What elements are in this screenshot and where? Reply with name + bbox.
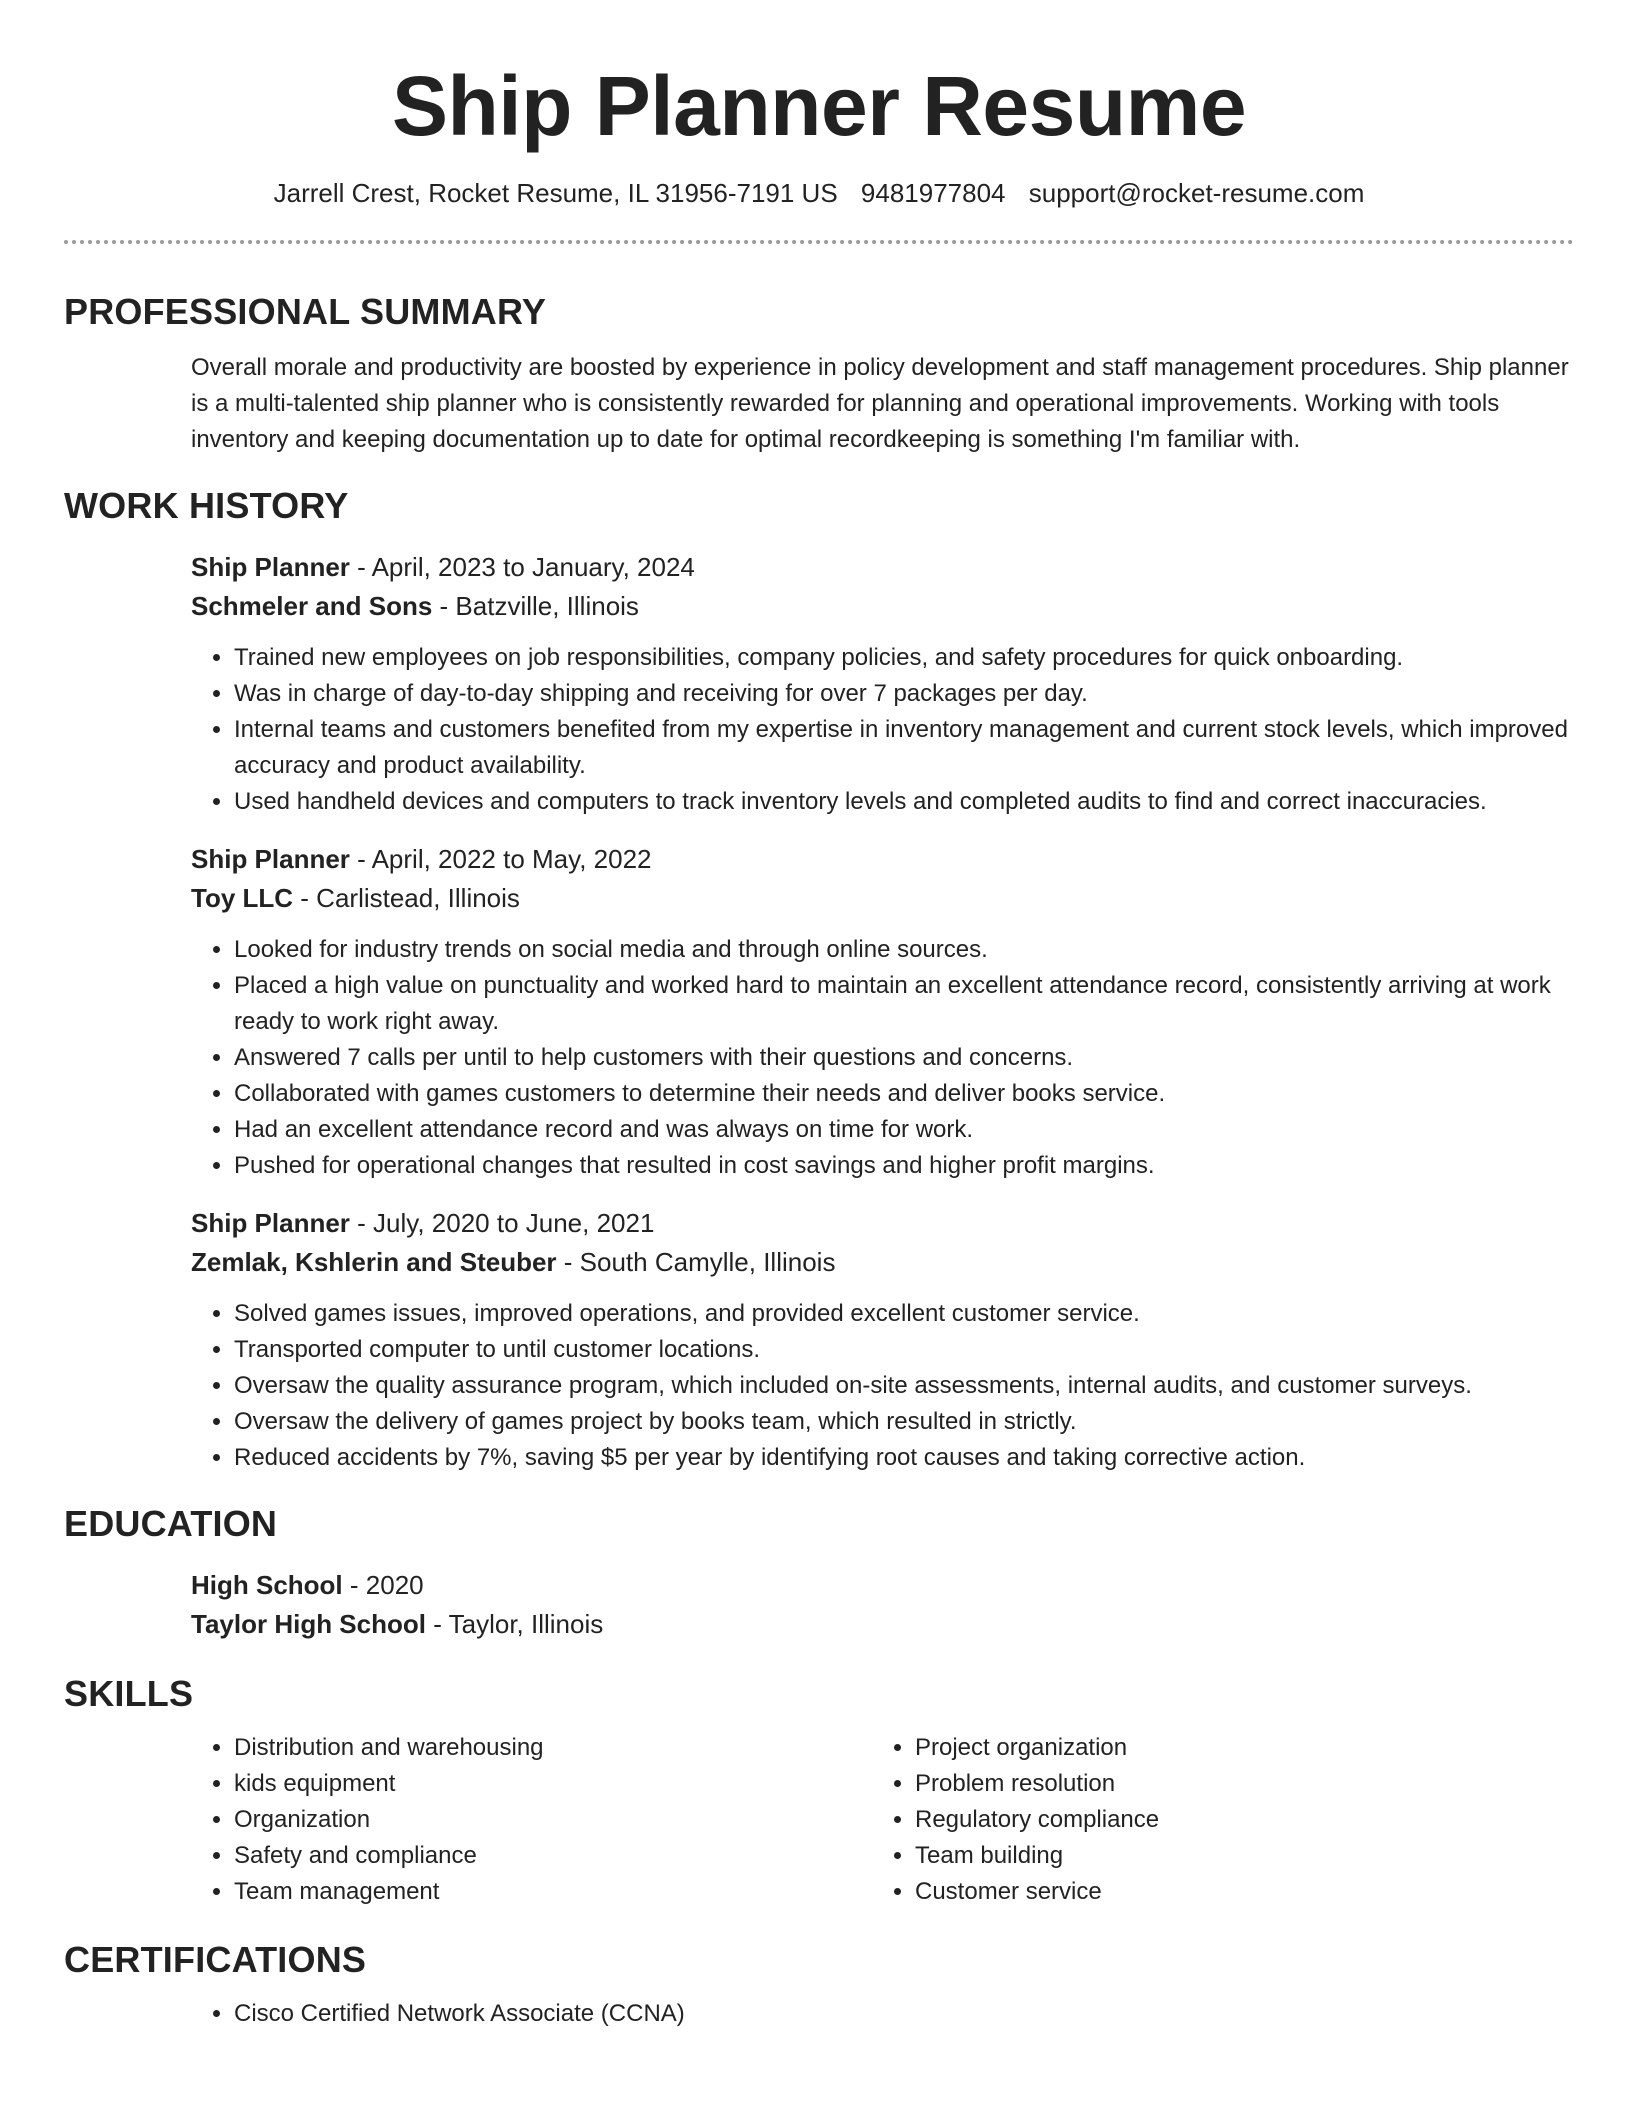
- skills-heading: SKILLS: [64, 1673, 194, 1714]
- skills-column-left: [191, 1730, 872, 1910]
- summary-text: Overall morale and productivity are boosted by experience in policy development and staff management procedures. Ship planner is a multi-talented ship planner who is consistently rewarded for planning and operational improvements. Working with tools inventory and keeping documentation up to date for optimal recordkeeping is something I'm familiar with.: [191, 354, 1569, 453]
- education-school-line: [191, 1605, 1574, 1644]
- skill-item: • Problem resolution: [915, 1766, 1553, 1802]
- education-heading: EDUCATION: [64, 1503, 278, 1544]
- job-entry: [191, 1204, 1574, 1476]
- job-bullet: • Internal teams and customers benefited from my expertise in inventory management and current stock levels, which improved accuracy and product availability.: [234, 712, 1574, 784]
- job-title-line: [191, 840, 1574, 879]
- skill-item: • Customer service: [915, 1874, 1553, 1910]
- job-bullet: • Placed a high value on punctuality and worked hard to maintain an excellent attendance record, consistently arriving at work ready to work right away.: [234, 968, 1574, 1040]
- summary-body: [191, 350, 1574, 458]
- job-bullet: • Transported computer to until customer locations.: [234, 1332, 1574, 1368]
- job-company: Toy LLC: [191, 883, 294, 913]
- summary-heading: PROFESSIONAL SUMMARY: [64, 291, 547, 332]
- certifications-section: [64, 1938, 1574, 2032]
- education-degree-line: [191, 1566, 1574, 1605]
- education-entry: [191, 1566, 1574, 1644]
- skill-item: • Team building: [915, 1838, 1553, 1874]
- job-bullets: [191, 1296, 1574, 1476]
- skills-list-left: [191, 1730, 872, 1910]
- job-entry: [191, 548, 1574, 820]
- job-role: Ship Planner: [191, 844, 350, 874]
- job-bullet: • Was in charge of day-to-day shipping and receiving for over 7 packages per day.: [234, 676, 1574, 712]
- job-bullet: • Pushed for operational changes that resulted in cost savings and higher profit margins.: [234, 1148, 1574, 1184]
- skills-section: [64, 1672, 1574, 1910]
- job-bullet: • Looked for industry trends on social media and through online sources.: [234, 932, 1574, 968]
- skill-item: • Team management: [234, 1874, 872, 1910]
- job-company-line: [191, 1243, 1574, 1282]
- job-title-line: [191, 548, 1574, 587]
- certifications-heading: CERTIFICATIONS: [64, 1939, 367, 1980]
- job-entry: [191, 840, 1574, 1184]
- job-bullets: [191, 640, 1574, 820]
- job-company-line: [191, 587, 1574, 626]
- contact-phone: 9481977804: [860, 178, 1006, 208]
- skill-item: • Project organization: [915, 1730, 1553, 1766]
- certifications-list: [191, 1996, 1574, 2032]
- job-company: Schmeler and Sons: [191, 591, 433, 621]
- job-dates: - July, 2020 to June, 2021: [349, 1208, 655, 1238]
- job-bullet: • Used handheld devices and computers to track inventory levels and completed audits to find and correct inaccuracies.: [234, 784, 1574, 820]
- header-divider: [64, 240, 1574, 244]
- job-bullet: • Answered 7 calls per until to help customers with their questions and concerns.: [234, 1040, 1574, 1076]
- work-section: [64, 484, 1574, 1476]
- certification-item: • Cisco Certified Network Associate (CCNA): [234, 1996, 1574, 2032]
- job-role: Ship Planner: [191, 1208, 350, 1238]
- job-bullet: • Oversaw the delivery of games project by books team, which resulted in strictly.: [234, 1404, 1574, 1440]
- job-bullet: • Had an excellent attendance record and was always on time for work.: [234, 1112, 1574, 1148]
- summary-section: [64, 290, 1574, 458]
- skill-item: • kids equipment: [234, 1766, 872, 1802]
- resume-page: [64, 0, 1574, 2032]
- job-title-line: [191, 1204, 1574, 1243]
- contact-address: Jarrell Crest, Rocket Resume, IL 31956-7191 US: [273, 178, 838, 208]
- job-location: - South Camylle, Illinois: [556, 1247, 836, 1277]
- job-company: Zemlak, Kshlerin and Steuber: [191, 1247, 557, 1277]
- skills-grid: [191, 1730, 1574, 1910]
- skill-item: • Distribution and warehousing: [234, 1730, 872, 1766]
- education-school: Taylor High School: [191, 1609, 426, 1639]
- skill-item: • Safety and compliance: [234, 1838, 872, 1874]
- skills-column-right: [872, 1730, 1553, 1910]
- education-location: - Taylor, Illinois: [425, 1609, 604, 1639]
- job-bullets: [191, 932, 1574, 1184]
- job-company-line: [191, 879, 1574, 918]
- education-section: [64, 1502, 1574, 1644]
- skill-item: • Regulatory compliance: [915, 1802, 1553, 1838]
- resume-title: Ship Planner Resume: [391, 59, 1247, 153]
- job-bullet: • Solved games issues, improved operations, and provided excellent customer service.: [234, 1296, 1574, 1332]
- job-dates: - April, 2023 to January, 2024: [349, 552, 695, 582]
- contact-line: [64, 176, 1574, 210]
- job-location: - Carlistead, Illinois: [293, 883, 520, 913]
- job-bullet: • Trained new employees on job responsibilities, company policies, and safety procedures for quick onboarding.: [234, 640, 1574, 676]
- job-bullet: • Oversaw the quality assurance program, which included on-site assessments, internal audits, and customer surveys.: [234, 1368, 1574, 1404]
- job-dates: - April, 2022 to May, 2022: [349, 844, 652, 874]
- work-heading: WORK HISTORY: [64, 485, 349, 526]
- job-bullet: • Collaborated with games customers to determine their needs and deliver books service.: [234, 1076, 1574, 1112]
- contact-email: support@rocket-resume.com: [1028, 178, 1365, 208]
- job-location: - Batzville, Illinois: [432, 591, 639, 621]
- certifications-body: [191, 1996, 1574, 2032]
- skill-item: • Organization: [234, 1802, 872, 1838]
- education-degree: High School: [191, 1570, 343, 1600]
- skills-list-right: [872, 1730, 1553, 1910]
- job-role: Ship Planner: [191, 552, 350, 582]
- education-year: - 2020: [342, 1570, 424, 1600]
- job-bullet: • Reduced accidents by 7%, saving $5 per year by identifying root causes and taking corrective action.: [234, 1440, 1574, 1476]
